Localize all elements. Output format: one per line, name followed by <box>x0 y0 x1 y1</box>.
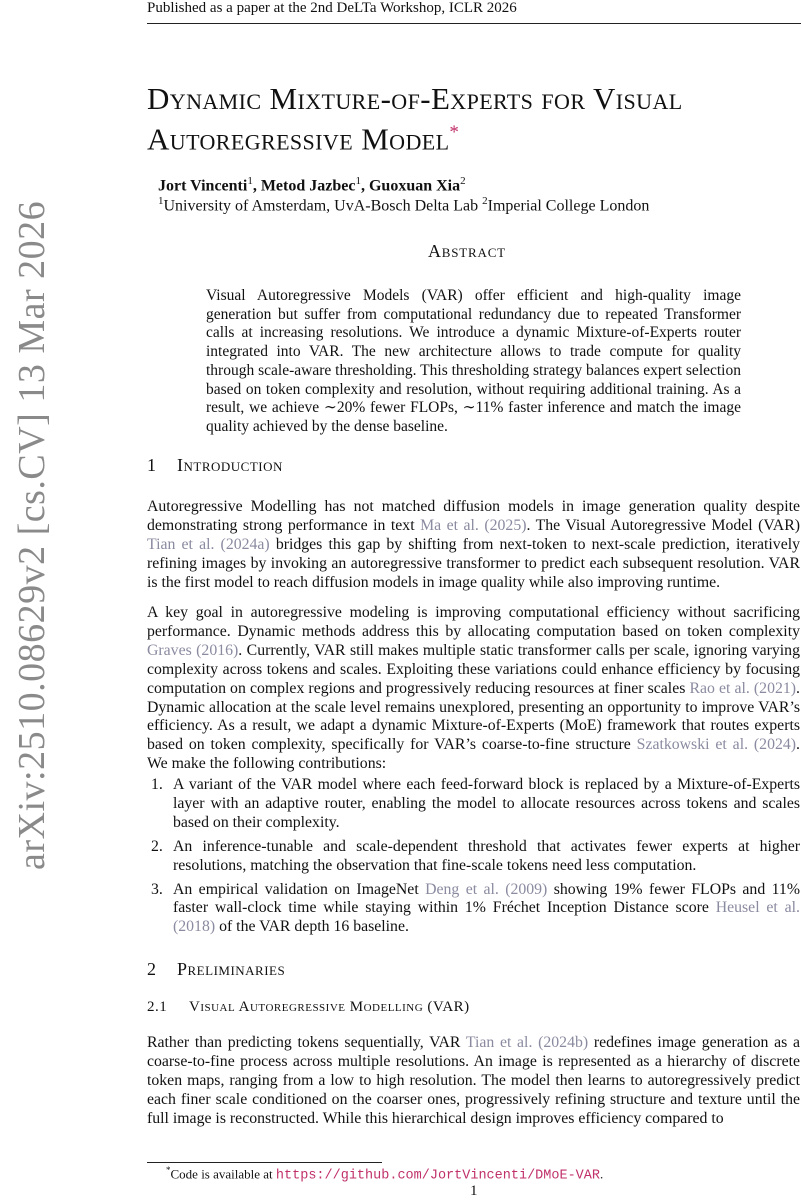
citation-link[interactable]: Rao et al. (2021) <box>689 679 797 697</box>
subsection-heading-var: 2.1 Visual Autoregressive Modelling (VAR) <box>147 999 470 1015</box>
intro-paragraph-2: A key goal in autoregressive modeling is improving computational efficiency without sacrificing performance. Dynamic methods address this by allocating computation based on token complexity Graves (2016). Currently, VAR still makes multiple static transformer calls per scale, ignoring varying complexity across tokens and scales. Exploiting these variations could enhance efficiency by focusing computation on complex regions and progressively reducing resources at finer scales Rao et al. (2021). Dynamic allocation at the scale level remains unexplored, presenting an opportunity to improve VAR’s efficiency. As a result, we adapt a dynamic Mixture-of-Experts (MoE) framework that routes experts based on token complexity, specifically for VAR’s coarse-to-fine structure Szatkowski et al. (2024). We make the following contributions: <box>147 604 800 773</box>
list-item: 2. An inference-tunable and scale-dependent threshold that activates fewer experts at higher resolutions, matching the observation that fine-scale tokens need less computation. <box>151 837 800 874</box>
affiliations: $^1$University of Amsterdam, UvA-Bosch Delta Lab $^2$Imperial College London <box>158 195 650 215</box>
citation-link[interactable]: Tian et al. (2024a) <box>147 535 270 553</box>
citation-link[interactable]: Heusel et al. (2018) <box>173 899 800 936</box>
author-list: Jort Vincenti$^1$, Metod Jazbec$^1$, Guoxuan Xia$^2$ <box>158 175 466 195</box>
paper-title: Dynamic Mixture-of-Experts for Visual Autoregressive Model* <box>147 81 683 157</box>
abstract-text: Visual Autoregressive Models (VAR) offer efficient and high-quality image generation but suffer from computational redundancy due to repeated Transformer calls at increasing resolutions. We introduce a dynamic Mixture-of-Experts router integrated into VAR. The new architecture allows to trade compute for quality through scale-aware thresholding. This thresholding strategy balances expert selection based on token complexity and resolution, without requiring additional training. As a result, we achieve ∼20% fewer FLOPs, ∼11% faster inference and match the image quality achieved by the dense baseline. <box>206 287 741 435</box>
abstract-heading: Abstract <box>428 241 506 261</box>
author-name: Guoxuan Xia <box>368 177 461 195</box>
section-heading-introduction: 1 Introduction <box>147 455 283 475</box>
citation-link[interactable]: Deng et al. (2009) <box>425 880 548 898</box>
running-header: Published as a paper at the 2nd DeLTa Workshop, ICLR 2026 <box>147 0 517 16</box>
citation-link[interactable]: Szatkowski et al. (2024) <box>636 736 797 754</box>
citation-link[interactable]: Ma et al. (2025) <box>420 516 527 534</box>
page-number: 1 <box>470 1183 478 1199</box>
section-heading-preliminaries: 2 Preliminaries <box>147 959 286 979</box>
arxiv-identifier: arXiv:2510.08629v2 [cs.CV] 13 Mar 2026 <box>11 200 53 870</box>
prelim-paragraph-1: Rather than predicting tokens sequentially, VAR Tian et al. (2024b) redefines image generation as a coarse-to-fine process across multiple resolutions. An image is represented as a hierarchy of discrete token maps, ranging from a low to high resolution. The model then learns to autoregressively predict each finer scale conditioned on the coarser ones, progressively refining structure and texture until the full image is reconstructed. While this hierarchical design improves efficiency compared to <box>147 1034 800 1127</box>
list-item: 3. An empirical validation on ImageNet Deng et al. (2009) showing 19% fewer FLOPs and 11% faster wall-clock time while staying within 1% Fréchet Inception Distance score Heusel et al. (2018) of the VAR depth 16 baseline. <box>151 880 800 936</box>
citation-link[interactable]: Tian et al. (2024b) <box>465 1034 589 1051</box>
citation-link[interactable]: Graves (2016) <box>147 641 239 659</box>
header-rule <box>147 23 801 24</box>
author-name: Metod Jazbec <box>260 177 356 195</box>
list-item: 1. A variant of the VAR model where each feed-forward block is replaced by a Mixture-of-Experts layer with an adaptive router, enabling the model to allocate resources across tokens and scales based on their complexity. <box>151 776 800 831</box>
author-name: Jort Vincenti <box>158 177 248 195</box>
footnote: *Code is available at https://github.com/JortVincenti/DMoE-VAR. <box>166 1165 604 1184</box>
contributions-list <box>147 776 800 942</box>
title-footnote-mark: * <box>449 122 460 143</box>
intro-paragraph-1: Autoregressive Modelling has not matched diffusion models in image generation quality despite demonstrating strong performance in text Ma et al. (2025). The Visual Autoregressive Model (VAR) Tian et al. (2024a) bridges this gap by shifting from next-token to next-scale prediction, iteratively refining images by invoking an autoregressive transformer to predict each subsequent resolution. VAR is the first model to reach diffusion models in image quality while also improving runtime. <box>147 498 800 591</box>
code-link[interactable]: https://github.com/JortVincenti/DMoE-VAR <box>275 1168 600 1184</box>
footnote-rule <box>147 1162 382 1163</box>
